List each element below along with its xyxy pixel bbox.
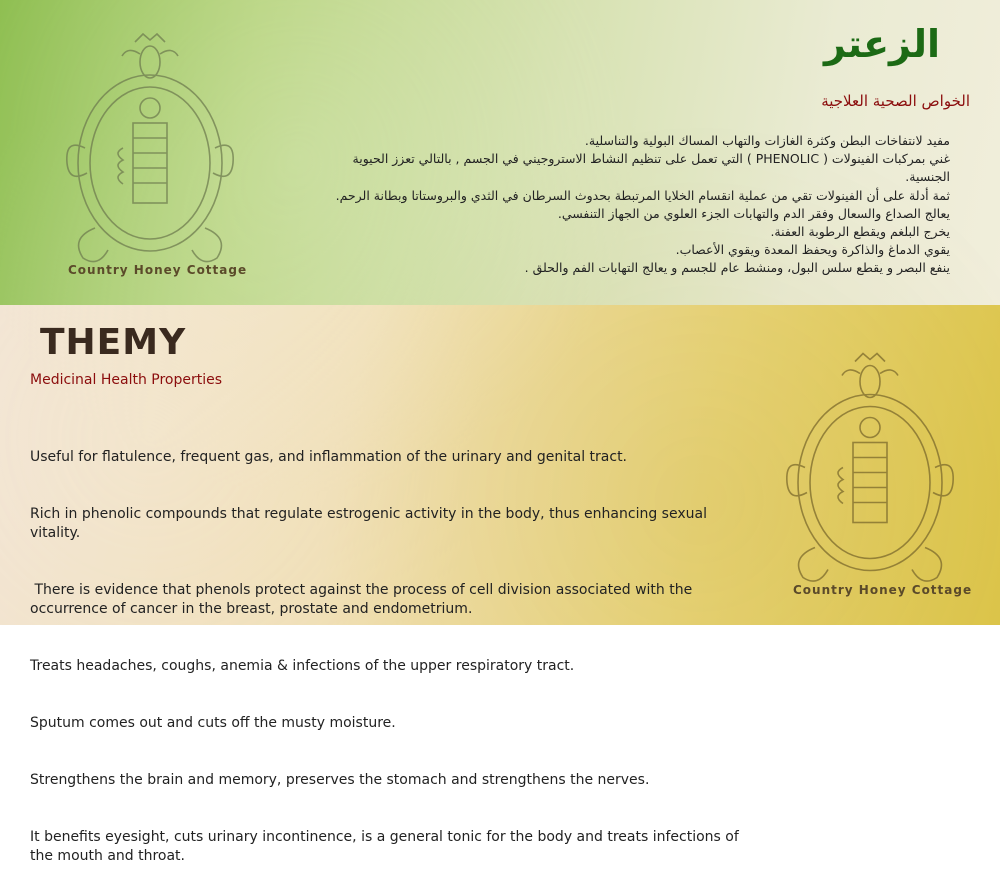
english-list-item: Strengthens the brain and memory, preserves the stomach and strengthens the nerves. [30, 772, 650, 788]
english-subtitle: Medicinal Health Properties [30, 372, 223, 388]
english-title: THEMY [40, 322, 187, 363]
brand-name-top: Country Honey Cottage [68, 263, 248, 277]
arabic-list-item: يخرج البلغم ويقطع الرطوبة العفنة. [770, 224, 950, 240]
english-list-item: It benefits eyesight, cuts urinary incontinence, is a general tonic for the body and treats infections of the mouth and throat. [30, 829, 744, 864]
arabic-list-item: ينفع البصر و يقطع سلس البول، ومنشط عام للجسم و يعالج التهابات الفم والحلق . [524, 260, 950, 276]
arabic-properties-list [330, 132, 950, 278]
arabic-list-item: ثمة أدلة على أن الفينولات تقي من عملية انقسام الخلايا المرتبطة بحدوث السرطان في الثدي والبروستاتا وبطانة الرحم. [335, 187, 950, 203]
bee-cottage-emblem-icon [775, 345, 965, 600]
arabic-subtitle: الخواص الصحية العلاجية [821, 92, 970, 110]
brand-name-bottom: Country Honey Cottage [793, 583, 973, 597]
english-list-item: Sputum comes out and cuts off the musty moisture. [30, 715, 396, 731]
english-list-item: Useful for flatulence, frequent gas, and inflammation of the urinary and genital tract. [30, 449, 628, 465]
arabic-list-item: غني بمركبات الفينولات ( PHENOLIC ) التي تعمل على تنظيم النشاط الاستروجيني في الجسم , بالتالي تعزز الحيوية الجنسية. [352, 151, 950, 185]
arabic-list-item: يقوي الدماغ والذاكرة ويحفظ المعدة ويقوي الأعصاب. [675, 242, 950, 258]
bee-cottage-emblem-icon [55, 28, 248, 278]
arabic-list-item: يعالج الصداع والسعال وفقر الدم والتهابات الجزء العلوي من الجهاز التنفسي. [557, 205, 950, 221]
arabic-title: الزعتر [823, 22, 940, 66]
english-properties-list [30, 410, 745, 885]
english-list-item: There is evidence that phenols protect against the process of cell division associated with the occurrence of cancer in the breast, prostate and endometrium. [30, 582, 697, 617]
english-list-item: Rich in phenolic compounds that regulate estrogenic activity in the body, thus enhancing sexual vitality. [30, 506, 712, 541]
english-list-item: Treats headaches, coughs, anemia & infections of the upper respiratory tract. [30, 658, 575, 674]
arabic-list-item: مفيد لانتفاخات البطن وكثرة الغازات والتهاب المساك البولية والتناسلية. [584, 133, 950, 148]
